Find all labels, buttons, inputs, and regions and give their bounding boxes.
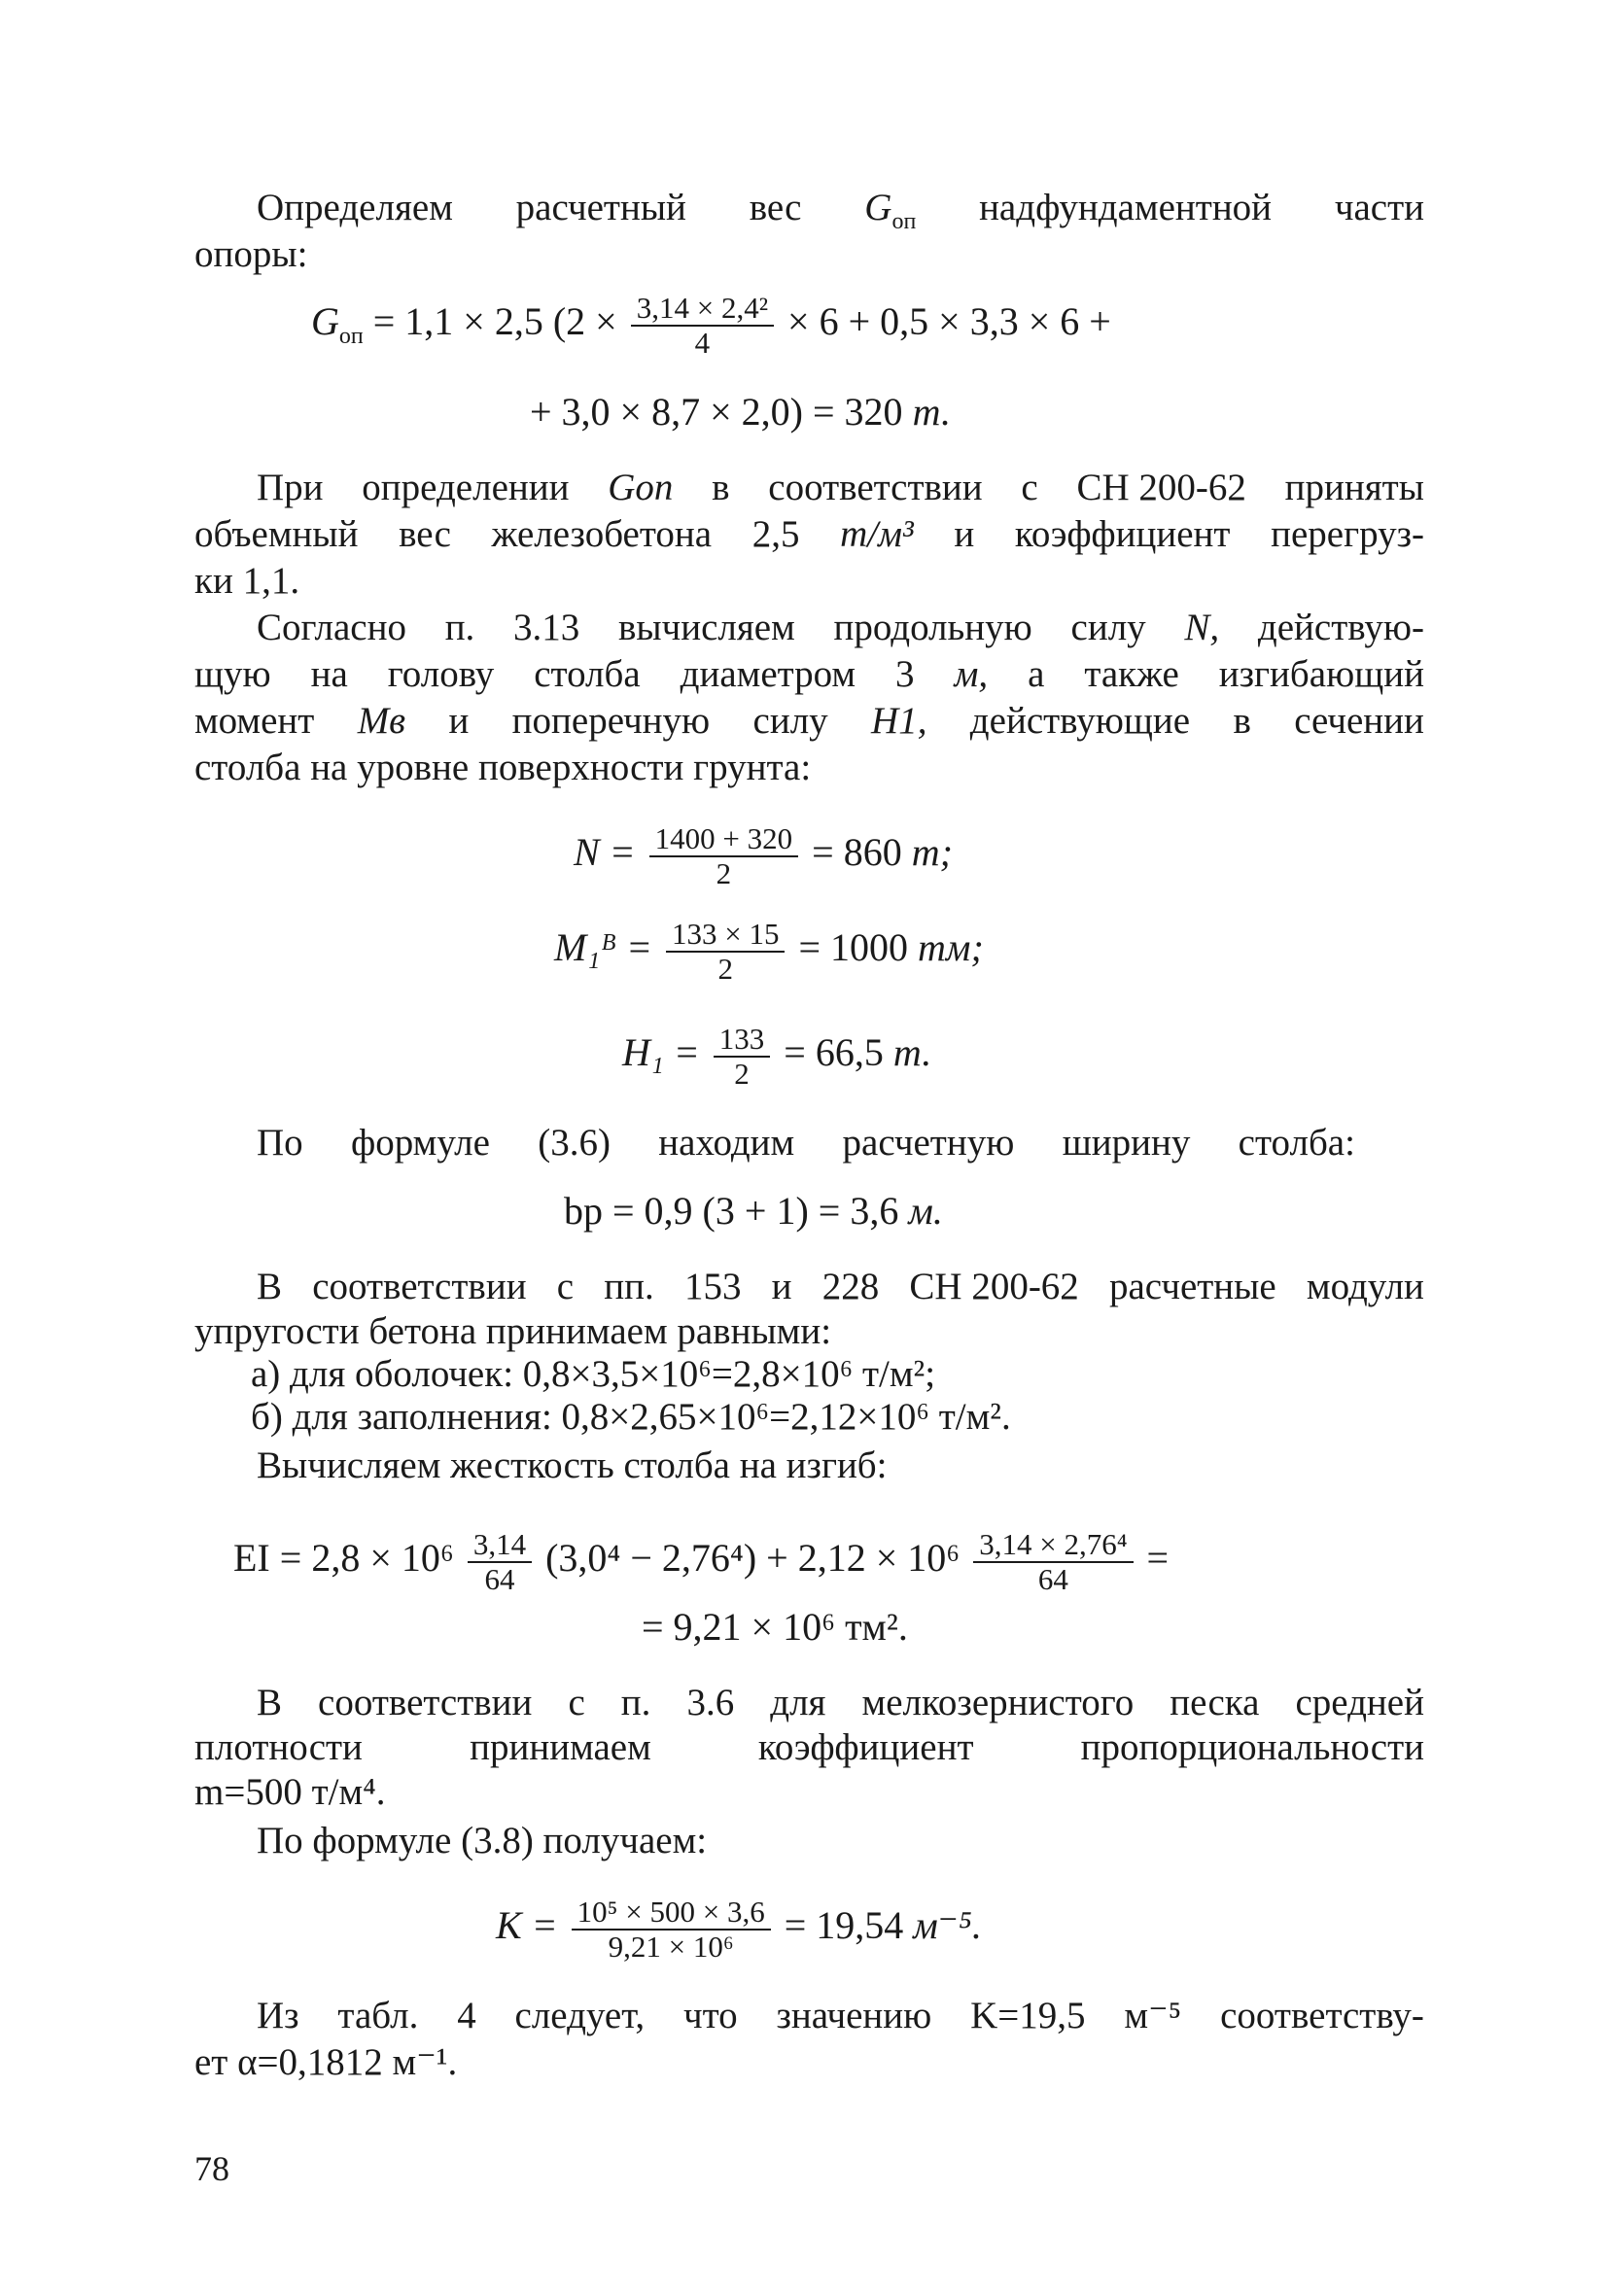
word: столба xyxy=(534,653,641,695)
denominator: 64 xyxy=(484,1562,515,1596)
word: соответствии xyxy=(312,1266,527,1307)
word: п. xyxy=(444,607,475,648)
equation-h xyxy=(622,1023,931,1091)
text-line: опоры: xyxy=(194,233,308,275)
word: Из xyxy=(257,1995,299,2036)
text-line xyxy=(194,651,1424,698)
word: N, xyxy=(1184,607,1220,648)
text-line xyxy=(257,1680,1424,1726)
word: коэффициент xyxy=(757,1726,974,1768)
equation-text: = 1,1 × 2,5 (2 × xyxy=(363,299,617,344)
word: в xyxy=(1233,700,1251,742)
word: 3.13 xyxy=(513,607,580,648)
text-line xyxy=(194,698,1424,745)
word: 228 xyxy=(821,1266,880,1307)
text-line: а) для оболочек: 0,8×3,5×10⁶=2,8×10⁶ т/м²; xyxy=(251,1353,936,1395)
word: приняты xyxy=(1284,467,1424,508)
denominator: 2 xyxy=(716,856,732,890)
numerator: 1400 + 320 xyxy=(649,822,798,857)
word: поперечную xyxy=(511,700,711,742)
equation-text: (3,0⁴ − 2,76⁴) + 2,12 × 10⁶ xyxy=(545,1536,961,1581)
equation-text: × 6 + 0,5 × 3,3 × 6 + xyxy=(787,299,1111,344)
word: и xyxy=(771,1266,792,1307)
word: СН 200-62 xyxy=(909,1266,1079,1307)
word: 4 xyxy=(457,1995,476,2036)
equation-lhs: N = xyxy=(574,830,636,875)
numerator: 3,14 × 2,4² xyxy=(631,292,774,327)
word: расчетную xyxy=(842,1122,1015,1164)
word: силу xyxy=(1070,607,1146,648)
text-line: упругости бетона принимаем равными: xyxy=(194,1310,832,1352)
denominator: 2 xyxy=(734,1057,750,1091)
equation-m xyxy=(554,918,984,986)
text-line xyxy=(257,185,1424,245)
word: плотности xyxy=(194,1726,363,1768)
word: 2,5 xyxy=(751,513,800,555)
word: пропорциональности xyxy=(1080,1726,1424,1768)
word: определении xyxy=(362,467,570,508)
word: ширину xyxy=(1062,1122,1191,1164)
word: 3 xyxy=(895,653,915,695)
word: диаметром xyxy=(680,653,856,695)
equation-text: + 3,0 × 8,7 × 2,0) = 320 xyxy=(530,390,903,434)
word: объемный xyxy=(194,513,359,555)
word: коэффициент xyxy=(1014,513,1231,555)
equation-rhs: = 66,5 xyxy=(784,1030,884,1075)
text-line xyxy=(194,511,1424,558)
word: части xyxy=(1334,187,1424,228)
word: м, xyxy=(954,653,989,695)
word: для xyxy=(770,1682,826,1723)
equation-rhs: = 1000 xyxy=(798,925,909,970)
word: принимаем xyxy=(470,1726,651,1768)
numerator: 133 xyxy=(714,1023,771,1058)
denominator: 9,21 × 10⁶ xyxy=(608,1930,734,1964)
word: K=19,5 xyxy=(970,1995,1086,2036)
word: песка xyxy=(1170,1682,1260,1723)
text-line: ет α=0,1812 м⁻¹. xyxy=(194,2041,458,2083)
numerator: 3,14 xyxy=(468,1528,532,1563)
word: 153 xyxy=(683,1266,742,1307)
word: и xyxy=(448,700,470,742)
fraction xyxy=(572,1896,771,1964)
unit: м⁻⁵. xyxy=(913,1903,982,1948)
word: табл. xyxy=(337,1995,419,2036)
word: 3.6 xyxy=(686,1682,735,1723)
unit: т; xyxy=(911,830,953,875)
word: расчетные xyxy=(1109,1266,1276,1307)
word: надфундаментной xyxy=(979,187,1273,228)
unit: т. xyxy=(912,390,951,434)
equation-ei xyxy=(233,1528,1169,1596)
word: Gоп xyxy=(608,467,674,508)
unit: т. xyxy=(892,1030,932,1075)
text-line: ки 1,1. xyxy=(194,560,300,602)
equation-lhs: K = xyxy=(496,1903,558,1948)
word: м⁻⁵ xyxy=(1124,1995,1182,2036)
word: соответствии xyxy=(768,467,983,508)
text-line xyxy=(257,465,1424,511)
equation-g-op-line2 xyxy=(530,389,951,435)
word: Мв xyxy=(357,700,406,742)
word: Определяем xyxy=(257,187,453,228)
text-line: Вычисляем жесткость столба на изгиб: xyxy=(257,1444,888,1486)
word: перегруз- xyxy=(1271,513,1424,555)
equation-b xyxy=(564,1188,943,1235)
word: щую xyxy=(194,653,271,695)
fraction xyxy=(973,1528,1133,1596)
unit: тм; xyxy=(918,925,984,970)
word: п. xyxy=(620,1682,651,1723)
word: вес xyxy=(399,513,451,555)
equation-n xyxy=(574,822,953,890)
word: т/м³ xyxy=(840,513,914,555)
word: находим xyxy=(658,1122,795,1164)
word: (3.6) xyxy=(538,1122,611,1164)
text-line: столба на уровне поверхности грунта: xyxy=(194,747,812,788)
word: что xyxy=(682,1995,738,2036)
word: действую- xyxy=(1257,607,1424,648)
text-line xyxy=(194,1724,1424,1771)
equation-rhs: = 860 xyxy=(812,830,902,875)
g-op xyxy=(864,185,916,245)
word: СН 200-62 xyxy=(1076,467,1246,508)
fraction xyxy=(649,822,798,890)
equation-lhs: M₁ᴮ = xyxy=(554,925,652,970)
fraction xyxy=(714,1023,771,1091)
word: По xyxy=(257,1122,303,1164)
word: в xyxy=(712,467,730,508)
word: а xyxy=(1028,653,1045,695)
subscript: оп xyxy=(891,208,917,234)
text-line xyxy=(257,1120,1355,1166)
word: формуле xyxy=(350,1122,490,1164)
word: соответствии xyxy=(318,1682,533,1723)
word: В xyxy=(257,1682,283,1723)
word: следует, xyxy=(514,1995,646,2036)
text-line xyxy=(257,605,1424,651)
word: расчетный xyxy=(515,187,686,228)
symbol: G xyxy=(311,299,339,344)
word: изгибающий xyxy=(1218,653,1424,695)
word: также xyxy=(1084,653,1179,695)
word: Согласно xyxy=(257,607,406,648)
word: действующие xyxy=(969,700,1191,742)
equation-lhs: H₁ = xyxy=(622,1030,700,1075)
numerator: 3,14 × 2,76⁴ xyxy=(973,1528,1133,1563)
word: вес xyxy=(749,187,802,228)
unit: м. xyxy=(908,1189,943,1233)
text-line xyxy=(257,1993,1424,2039)
word: мелкозернистого xyxy=(861,1682,1135,1723)
word: с xyxy=(556,1266,575,1307)
word: продольную xyxy=(833,607,1032,648)
text-line: m=500 т/м⁴. xyxy=(194,1771,386,1813)
word: на xyxy=(310,653,348,695)
fraction xyxy=(666,918,785,986)
word: средней xyxy=(1295,1682,1424,1723)
word: В xyxy=(257,1266,283,1307)
equation-g-op xyxy=(311,292,1111,360)
fraction xyxy=(468,1528,532,1596)
word: сечении xyxy=(1294,700,1424,742)
word: с xyxy=(1021,467,1038,508)
symbol: G xyxy=(864,187,892,228)
word: вычисляем xyxy=(617,607,795,648)
denominator: 2 xyxy=(717,952,733,986)
word: с xyxy=(568,1682,585,1723)
text-line xyxy=(257,1264,1424,1310)
page-number: 78 xyxy=(194,2149,229,2188)
subscript: оп xyxy=(338,324,364,350)
fraction xyxy=(631,292,774,360)
equation-k xyxy=(496,1896,982,1964)
word: момент xyxy=(194,700,315,742)
equation-ei-line2: = 9,21 × 10⁶ тм². xyxy=(642,1605,908,1649)
word: силу xyxy=(752,700,828,742)
equation-text: EI = 2,8 × 10⁶ xyxy=(233,1536,454,1581)
denominator: 4 xyxy=(694,326,711,360)
word: голову xyxy=(387,653,495,695)
equation-rhs: = 19,54 xyxy=(784,1903,904,1948)
equation-text: = xyxy=(1146,1536,1170,1581)
word: модули xyxy=(1306,1266,1424,1307)
word: железобетона xyxy=(491,513,713,555)
numerator: 133 × 15 xyxy=(666,918,785,953)
word: и xyxy=(954,513,975,555)
word: значению xyxy=(776,1995,932,2036)
numerator: 10⁵ × 500 × 3,6 xyxy=(572,1896,771,1931)
text-line: По формуле (3.8) получаем: xyxy=(257,1820,708,1861)
word: H1, xyxy=(871,700,927,742)
word: столба: xyxy=(1238,1122,1355,1164)
text-line: б) для заполнения: 0,8×2,65×10⁶=2,12×10⁶ т/м². xyxy=(251,1396,1011,1438)
denominator: 64 xyxy=(1037,1562,1068,1596)
word: соответству- xyxy=(1220,1995,1424,2036)
word: пп. xyxy=(604,1266,654,1307)
word: При xyxy=(257,467,324,508)
equation-text: bр = 0,9 (3 + 1) = 3,6 xyxy=(564,1189,899,1233)
